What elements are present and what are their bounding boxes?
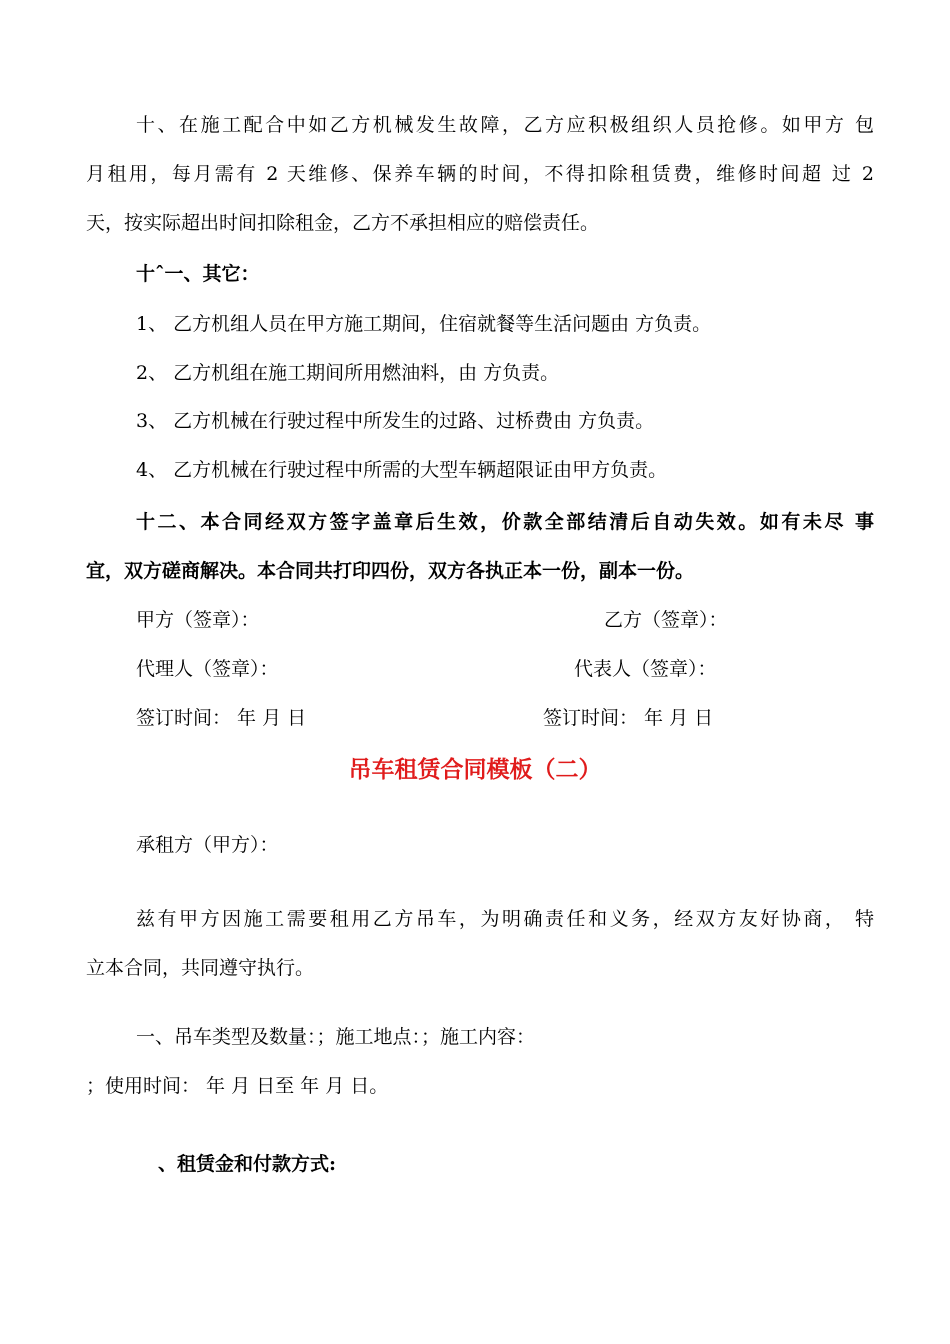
section-11-item-1: 1、 乙方机组人员在甲方施工期间，住宿就餐等生活问题由 方负责。 xyxy=(136,313,712,335)
agent-signature: 代理人（签章）： xyxy=(136,658,279,680)
clause-2-heading: 、租赁金和付款方式: xyxy=(158,1153,337,1175)
signing-date-left: 签订时间： 年 月 日 xyxy=(136,707,307,729)
section-10-line-2: 月租用，每月需有 2 天维修、保养车辆的时间，不得扣除租赁费，维修时间超 过 2 xyxy=(86,163,874,185)
section-11-heading: 十ˆ一、其它： xyxy=(136,263,260,285)
clause-1-line-2: ；使用时间： 年 月 日至 年 月 日。 xyxy=(86,1075,389,1097)
section-11-item-3: 3、 乙方机械在行驶过程中所发生的过路、过桥费由 方负责。 xyxy=(136,410,655,432)
section-12-line-2: 宜，双方磋商解决。本合同共打印四份，双方各执正本一份，副本一份。 xyxy=(86,560,695,582)
clause-1-line-1: 一、吊车类型及数量：；施工地点：；施工内容： xyxy=(136,1026,536,1048)
representative-signature: 代表人（签章）： xyxy=(574,658,717,680)
section-11-item-2: 2、 乙方机组在施工期间所用燃油料，由 方负责。 xyxy=(136,362,560,384)
section-10-line-1: 十、在施工配合中如乙方机械发生故障，乙方应积极组织人员抢修。如甲方 包 xyxy=(136,114,874,136)
section-11-item-4: 4、 乙方机械在行驶过程中所需的大型车辆超限证由甲方负责。 xyxy=(136,459,668,481)
party-a-signature: 甲方（签章）： xyxy=(136,609,260,631)
lessee-label: 承租方（甲方）： xyxy=(136,834,279,856)
contract-2-title: 吊车租赁合同模板（二） xyxy=(348,756,602,783)
section-12-line-1: 十二、本合同经双方签字盖章后生效，价款全部结清后自动失效。如有未尽 事 xyxy=(136,511,874,533)
signing-date-right: 签订时间： 年 月 日 xyxy=(543,707,714,729)
intro-line-1: 兹有甲方因施工需要租用乙方吊车，为明确责任和义务，经双方友好协商， 特 xyxy=(136,908,874,930)
section-10-line-3: 天，按实际超出时间扣除租金，乙方不承担相应的赔偿责任。 xyxy=(86,212,600,234)
party-b-signature: 乙方（签章）： xyxy=(604,609,728,631)
intro-line-2: 立本合同，共同遵守执行。 xyxy=(86,957,315,979)
